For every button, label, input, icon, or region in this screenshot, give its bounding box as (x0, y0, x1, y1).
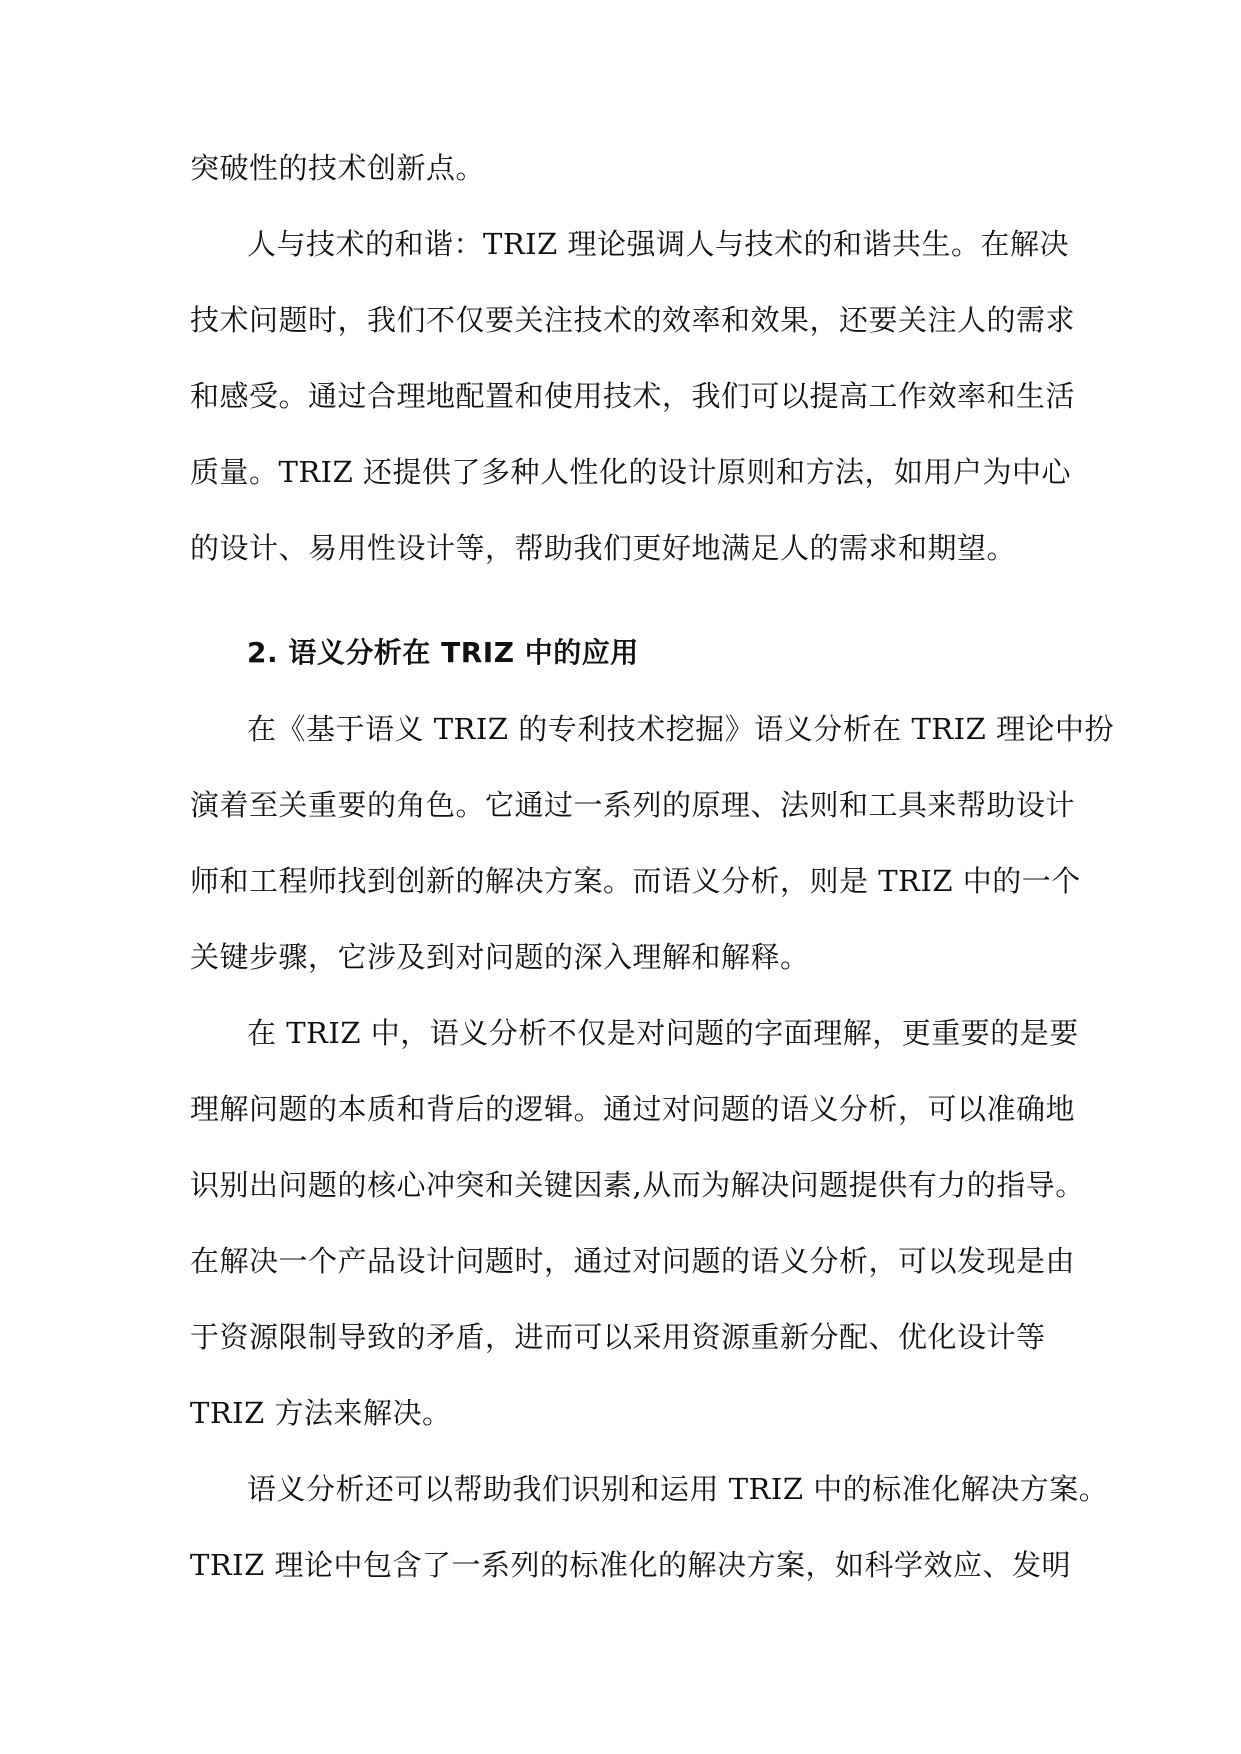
text-line: 师和工程师找到创新的解决方案。而语义分析，则是 TRIZ 中的一个 (190, 864, 1081, 898)
text-line: 在解决一个产品设计问题时，通过对问题的语义分析，可以发现是由 (190, 1244, 1076, 1278)
text-line: 理解问题的本质和背后的逻辑。通过对问题的语义分析，可以准确地 (190, 1092, 1076, 1126)
text-line: 演着至关重要的角色。它通过一系列的原理、法则和工具来帮助设计 (190, 788, 1076, 822)
text-line: 质量。TRIZ 还提供了多种人性化的设计原则和方法，如用户为中心 (190, 455, 1072, 489)
text-line: 在 TRIZ 中，语义分析不仅是对问题的字面理解，更重要的是要 (247, 1016, 1079, 1050)
text-line: 关键步骤，它涉及到对问题的深入理解和解释。 (190, 940, 810, 974)
text-line: 在《基于语义 TRIZ 的专利技术挖掘》语义分析在 TRIZ 理论中扮 (247, 712, 1114, 746)
text-line: 突破性的技术创新点。 (190, 151, 486, 185)
text-line: 人与技术的和谐：TRIZ 理论强调人与技术的和谐共生。在解决 (247, 227, 1070, 261)
text-line: 于资源限制导致的矛盾，进而可以采用资源重新分配、优化设计等 (190, 1320, 1046, 1354)
text-line: TRIZ 方法来解决。 (190, 1396, 452, 1430)
text-line: 和感受。通过合理地配置和使用技术，我们可以提高工作效率和生活 (190, 379, 1076, 413)
section-heading: 2. 语义分析在 TRIZ 中的应用 (247, 636, 639, 669)
text-line: 识别出问题的核心冲突和关键因素,从而为解决问题提供有力的指导。 (190, 1168, 1085, 1202)
text-line: 语义分析还可以帮助我们识别和运用 TRIZ 中的标准化解决方案。 (247, 1472, 1109, 1506)
text-line: TRIZ 理论中包含了一系列的标准化的解决方案，如科学效应、发明 (190, 1548, 1072, 1582)
text-line: 技术问题时，我们不仅要关注技术的效率和效果，还要关注人的需求 (190, 303, 1076, 337)
text-line: 的设计、易用性设计等，帮助我们更好地满足人的需求和期望。 (190, 531, 1017, 565)
